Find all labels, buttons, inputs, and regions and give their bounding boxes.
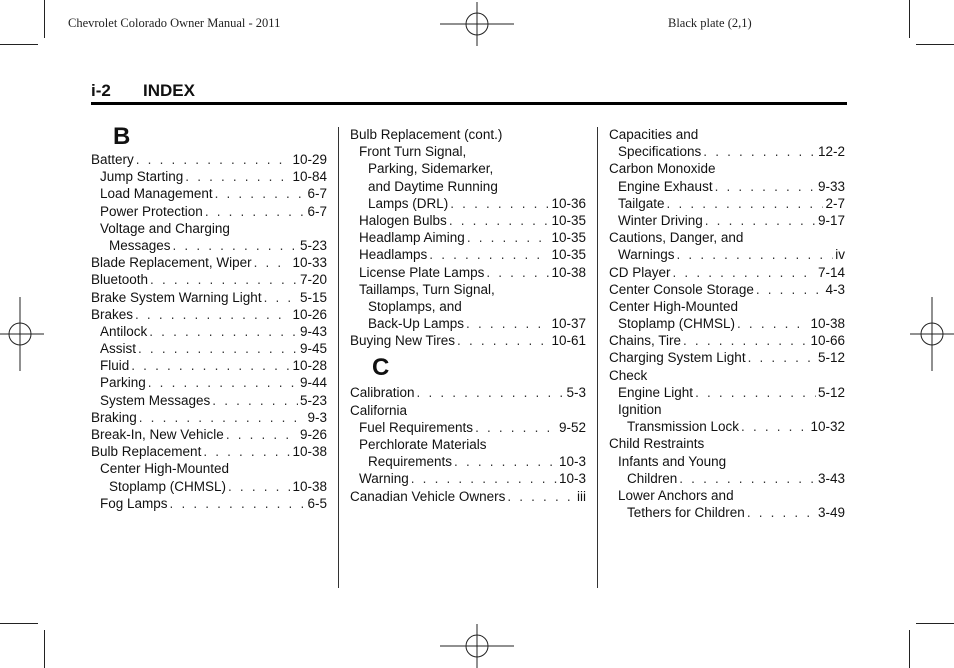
dot-leader	[264, 289, 298, 306]
index-entry	[609, 349, 845, 366]
entry-term: Warning	[359, 471, 409, 487]
dot-leader	[449, 212, 550, 229]
entry-page-reference[interactable]: 10-38	[810, 316, 845, 332]
index-entry	[91, 289, 327, 306]
dot-leader	[203, 443, 290, 460]
index-entry	[91, 495, 327, 512]
index-entry	[609, 332, 845, 349]
index-entry	[609, 246, 845, 263]
entry-page-reference[interactable]: 9-17	[817, 212, 845, 228]
index-entry	[91, 323, 327, 340]
index-entry	[609, 281, 845, 298]
index-entry	[91, 392, 327, 409]
index-letter-heading: C	[372, 354, 390, 382]
entry-page-reference[interactable]: 10-36	[551, 195, 586, 211]
dot-leader	[507, 488, 575, 505]
entry-page-reference[interactable]: 4-3	[825, 281, 845, 297]
index-entry	[350, 384, 586, 401]
entry-page-reference[interactable]: 5-23	[299, 392, 327, 408]
index-entry	[609, 264, 845, 281]
entry-page-reference[interactable]: 6-7	[307, 203, 327, 219]
dot-leader	[226, 426, 298, 443]
entry-page-reference[interactable]: 9-3	[307, 409, 327, 425]
entry-term: Carbon Monoxide	[609, 161, 716, 177]
entry-term: Stoplamps, and	[368, 298, 462, 314]
entry-page-reference[interactable]: 3-49	[817, 505, 845, 521]
index-entry	[91, 220, 327, 237]
entry-term: Center High-Mounted	[609, 298, 739, 314]
dot-leader	[747, 504, 816, 521]
entry-term: Brakes	[91, 306, 134, 322]
registration-mark	[0, 297, 44, 371]
index-entry	[609, 143, 845, 160]
registration-mark	[910, 297, 954, 371]
index-letter-heading: B	[113, 123, 131, 150]
index-entry	[91, 237, 327, 254]
entry-term: Cautions, Danger, and	[609, 230, 744, 246]
entry-page-reference[interactable]: iv	[835, 247, 845, 263]
entry-page-reference[interactable]: 5-15	[299, 289, 327, 305]
index-entry	[609, 487, 845, 504]
index-entry	[91, 151, 327, 168]
entry-page-reference[interactable]: 10-28	[292, 358, 327, 374]
entry-term: Blade Replacement, Wiper	[91, 255, 252, 271]
index-entry	[91, 271, 327, 288]
entry-page-reference[interactable]: 10-84	[292, 169, 327, 185]
index-entry	[91, 443, 327, 460]
dot-leader	[450, 195, 549, 212]
entry-term: and Daytime Running	[368, 178, 498, 194]
dot-leader	[667, 195, 824, 212]
entry-term: Center Console Storage	[609, 281, 754, 297]
index-entry	[91, 203, 327, 220]
index-column-1	[91, 123, 327, 512]
entry-term: Voltage and Charging	[100, 220, 230, 236]
entry-page-reference[interactable]: 10-3	[558, 454, 586, 470]
entry-term: Break-In, New Vehicle	[91, 427, 224, 442]
index-column-3	[609, 126, 845, 521]
index-entry	[91, 426, 327, 443]
index-entry	[350, 160, 586, 177]
index-entry	[350, 143, 586, 160]
dot-leader	[212, 392, 298, 409]
crop-mark	[916, 44, 954, 45]
index-entry	[91, 340, 327, 357]
index-entry	[609, 212, 845, 229]
entry-term: System Messages	[100, 392, 211, 408]
dot-leader	[677, 246, 834, 263]
entry-term: Fuel Requirements	[359, 419, 474, 435]
index-entry	[609, 401, 845, 418]
index-entry	[609, 453, 845, 470]
entry-term: Transmission Lock	[627, 419, 740, 435]
crop-mark	[0, 623, 38, 624]
dot-leader	[138, 340, 298, 357]
index-entry	[609, 470, 845, 487]
dot-leader	[173, 237, 298, 254]
entry-page-reference[interactable]: 5-12	[817, 384, 845, 400]
entry-page-reference[interactable]: 10-26	[292, 306, 327, 322]
index-entry	[91, 306, 327, 323]
dot-leader	[228, 478, 290, 495]
dot-leader	[737, 315, 808, 332]
entry-page-reference[interactable]: 10-38	[551, 264, 586, 280]
dot-leader	[673, 264, 816, 281]
entry-page-reference[interactable]: 9-44	[299, 375, 327, 391]
entry-term: Buying New Tires	[350, 333, 456, 349]
entry-term: Brake System Warning Light	[91, 289, 262, 305]
entry-term: Messages	[109, 237, 171, 253]
dot-leader	[756, 281, 824, 298]
entry-term: Back-Up Lamps	[368, 316, 465, 332]
crop-mark	[909, 630, 910, 668]
index-entry	[609, 315, 845, 332]
dot-leader	[148, 374, 298, 391]
dot-leader	[185, 168, 290, 185]
dot-leader	[215, 185, 306, 202]
entry-term: Chains, Tire	[609, 333, 682, 349]
entry-term: California	[350, 402, 408, 418]
index-entry	[609, 418, 845, 435]
section-header	[91, 80, 847, 105]
entry-term: Engine Light	[618, 384, 694, 400]
index-entry	[91, 374, 327, 391]
index-entry	[609, 126, 845, 143]
entry-page-reference[interactable]: 9-26	[299, 427, 327, 442]
entry-page-reference[interactable]: 5-3	[566, 385, 586, 401]
index-entry	[91, 254, 327, 271]
entry-page-reference[interactable]: 10-37	[551, 316, 586, 332]
index-column-2	[350, 126, 586, 505]
column-divider	[338, 127, 339, 588]
entry-page-reference[interactable]: 3-43	[817, 470, 845, 486]
section-name: INDEX	[143, 81, 195, 100]
entry-term: Tethers for Children	[627, 505, 745, 521]
entry-page-reference[interactable]: iii	[577, 488, 586, 504]
entry-term: License Plate Lamps	[359, 264, 485, 280]
index-entry	[350, 488, 586, 505]
entry-term: Winter Driving	[618, 212, 703, 228]
entry-term: Headlamp Aiming	[359, 230, 465, 246]
entry-term: Halogen Bulbs	[359, 212, 447, 228]
index-entry	[91, 168, 327, 185]
index-entry	[609, 178, 845, 195]
crop-mark	[44, 630, 45, 668]
index-entry	[609, 367, 845, 384]
index-entry	[350, 332, 586, 349]
manual-title: Chevrolet Colorado Owner Manual - 2011	[68, 16, 281, 30]
entry-term: Fog Lamps	[100, 495, 168, 511]
index-entry	[609, 384, 845, 401]
entry-term: Lower Anchors and	[618, 487, 734, 503]
entry-term: Ignition	[618, 402, 662, 417]
crop-mark	[916, 623, 954, 624]
entry-page-reference[interactable]: 6-5	[307, 495, 327, 511]
entry-page-reference[interactable]: 10-35	[551, 247, 586, 263]
index-entry	[350, 419, 586, 436]
dot-leader	[417, 384, 565, 401]
page-number: i-2	[91, 81, 111, 100]
index-entry	[609, 195, 845, 212]
entry-term: Children	[627, 470, 678, 486]
index-entry	[350, 264, 586, 281]
dot-leader	[705, 212, 816, 229]
index-entry	[91, 357, 327, 374]
dot-leader	[170, 495, 306, 512]
index-entry	[91, 409, 327, 426]
entry-term: CD Player	[609, 264, 671, 280]
entry-page-reference[interactable]: 10-35	[551, 230, 586, 246]
index-entry	[350, 298, 586, 315]
entry-term: Calibration	[350, 385, 415, 401]
crop-mark	[0, 44, 38, 45]
index-entry	[350, 212, 586, 229]
entry-page-reference[interactable]: 2-7	[825, 195, 845, 211]
dot-leader	[475, 419, 557, 436]
index-entry	[350, 436, 586, 453]
index-entry	[350, 229, 586, 246]
dot-leader	[150, 271, 298, 288]
entry-page-reference[interactable]: 12-2	[817, 144, 845, 160]
entry-term: Bluetooth	[91, 272, 149, 288]
entry-term: Canadian Vehicle Owners	[350, 488, 506, 504]
entry-page-reference[interactable]: 6-7	[307, 186, 327, 202]
dot-leader	[486, 264, 549, 281]
entry-page-reference[interactable]: 10-38	[292, 478, 327, 494]
entry-page-reference[interactable]: 9-45	[299, 341, 327, 357]
entry-page-reference[interactable]: 10-29	[292, 152, 327, 167]
index-entry	[609, 435, 845, 452]
index-entry	[609, 160, 845, 177]
entry-page-reference[interactable]: 9-43	[299, 323, 327, 339]
entry-page-reference[interactable]: 10-38	[292, 444, 327, 460]
entry-term: Tailgate	[618, 195, 665, 211]
column-divider	[597, 127, 598, 588]
entry-term: Capacities and	[609, 127, 699, 142]
dot-leader	[466, 315, 549, 332]
entry-page-reference[interactable]: 5-12	[817, 350, 845, 366]
index-entry	[91, 478, 327, 495]
dot-leader	[467, 229, 550, 246]
entry-term: Taillamps, Turn Signal,	[359, 281, 495, 297]
entry-term: Requirements	[368, 454, 453, 470]
dot-leader	[748, 349, 816, 366]
dot-leader	[741, 418, 808, 435]
entry-page-reference[interactable]: 5-23	[299, 237, 327, 253]
entry-term: Warnings	[618, 247, 675, 263]
entry-page-reference[interactable]: 10-33	[292, 255, 327, 271]
entry-term: Bulb Replacement (cont.)	[350, 127, 503, 142]
entry-term: Parking	[100, 375, 146, 391]
dot-leader	[454, 453, 557, 470]
entry-term: Battery	[91, 152, 134, 167]
crop-mark	[909, 0, 910, 38]
dot-leader	[131, 357, 290, 374]
entry-page-reference[interactable]: 10-3	[558, 471, 586, 487]
index-entry	[609, 298, 845, 315]
entry-page-reference[interactable]: 10-61	[551, 333, 586, 349]
entry-page-reference[interactable]: 10-35	[551, 212, 586, 228]
entry-term: Fluid	[100, 358, 130, 374]
index-entry	[609, 229, 845, 246]
index-entry	[350, 470, 586, 487]
entry-term: Parking, Sidemarker,	[368, 161, 494, 177]
entry-term: Engine Exhaust	[618, 178, 713, 194]
entry-term: Headlamps	[359, 247, 428, 263]
entry-term: Assist	[100, 341, 137, 357]
dot-leader	[715, 178, 816, 195]
dot-leader	[703, 143, 816, 160]
dot-leader	[135, 306, 290, 323]
dot-leader	[205, 203, 306, 220]
index-entry	[91, 185, 327, 202]
entry-term: Load Management	[100, 186, 213, 202]
dot-leader	[429, 246, 549, 263]
entry-page-reference[interactable]: 10-32	[810, 419, 845, 435]
dot-leader	[136, 151, 291, 168]
dot-leader	[683, 332, 808, 349]
dot-leader	[254, 254, 291, 271]
entry-term: Perchlorate Materials	[359, 437, 487, 452]
index-entry	[350, 315, 586, 332]
index-entry	[350, 195, 586, 212]
entry-page-reference[interactable]: 9-52	[558, 419, 586, 435]
crop-mark	[44, 0, 45, 38]
entry-term: Front Turn Signal,	[359, 144, 467, 160]
entry-term: Stoplamp (CHMSL)	[618, 316, 736, 332]
entry-term: Lamps (DRL)	[368, 195, 449, 211]
entry-term: Specifications	[618, 144, 702, 160]
entry-page-reference[interactable]: 10-66	[810, 333, 845, 349]
index-entry	[91, 460, 327, 477]
dot-leader	[149, 323, 298, 340]
entry-term: Child Restraints	[609, 436, 705, 452]
index-entry	[609, 504, 845, 521]
entry-term: Infants and Young	[618, 453, 727, 469]
index-entry	[350, 246, 586, 263]
registration-mark	[440, 2, 514, 46]
entry-term: Charging System Light	[609, 350, 746, 366]
registration-mark	[440, 624, 514, 668]
index-entry	[350, 453, 586, 470]
entry-term: Braking	[91, 409, 137, 425]
entry-term: Bulb Replacement	[91, 444, 202, 460]
dot-leader	[679, 470, 816, 487]
dot-leader	[695, 384, 816, 401]
entry-page-reference[interactable]: 7-14	[817, 264, 845, 280]
dot-leader	[457, 332, 549, 349]
entry-term: Check	[609, 367, 648, 383]
dot-leader	[139, 409, 306, 426]
dot-leader	[411, 470, 557, 487]
plate-label: Black plate (2,1)	[668, 16, 752, 30]
index-entry	[350, 281, 586, 298]
entry-page-reference[interactable]: 9-33	[817, 178, 845, 194]
entry-term: Antilock	[100, 323, 148, 339]
index-entry	[350, 126, 586, 143]
index-entry	[350, 402, 586, 419]
entry-term: Jump Starting	[100, 169, 184, 185]
entry-term: Stoplamp (CHMSL)	[109, 478, 227, 494]
entry-page-reference[interactable]: 7-20	[299, 272, 327, 288]
entry-term: Power Protection	[100, 203, 203, 219]
index-entry	[350, 178, 586, 195]
entry-term: Center High-Mounted	[100, 461, 230, 477]
